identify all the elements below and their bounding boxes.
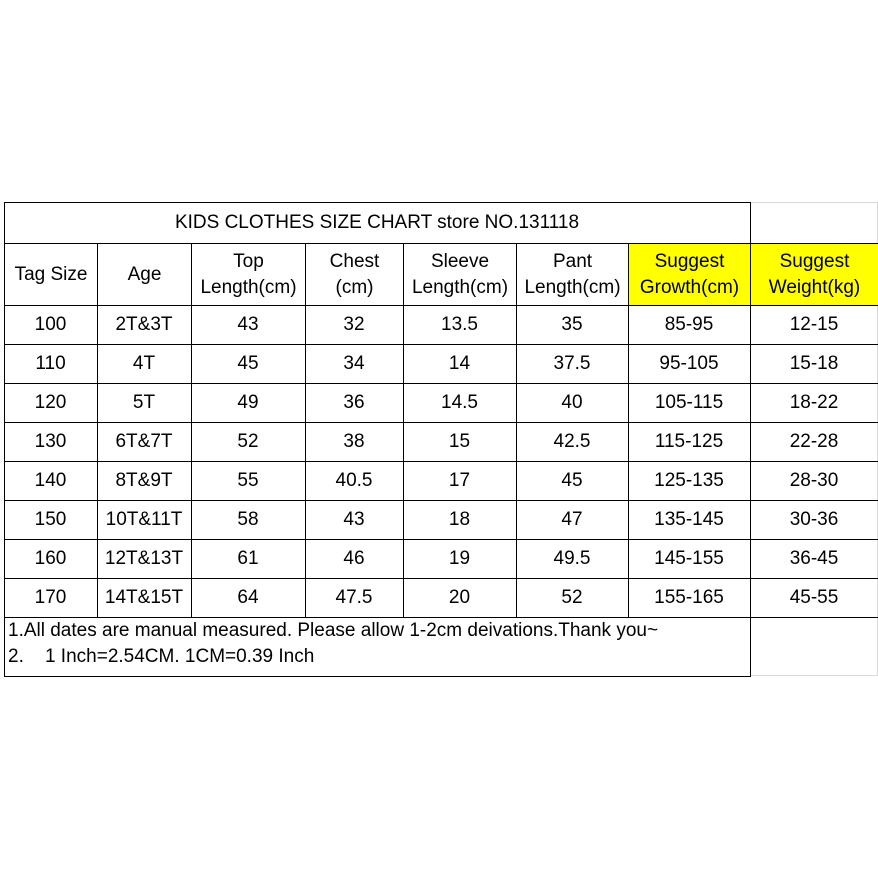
cell-sleeve-length: 18 xyxy=(448,508,471,530)
header-suggest-growth xyxy=(629,244,750,305)
cell-suggest-growth: 95-105 xyxy=(659,352,719,374)
cell-pant-length: 45 xyxy=(561,469,583,491)
cell-suggest-weight: 22-28 xyxy=(789,430,839,452)
cell-pant-length: 35 xyxy=(561,313,583,335)
cell-suggest-growth: 155-165 xyxy=(654,586,724,608)
grid-line xyxy=(750,202,751,677)
cell-top-length: 45 xyxy=(237,352,259,374)
cell-sleeve-length: 19 xyxy=(448,547,471,569)
cell-pant-length: 42.5 xyxy=(553,430,591,452)
cell-pant-length: 52 xyxy=(561,586,583,608)
grid-line xyxy=(305,243,306,618)
grid-line xyxy=(516,243,517,618)
header-line1: Suggest xyxy=(654,250,725,272)
cell-top-length: 43 xyxy=(237,313,259,335)
header-suggest-weight xyxy=(751,244,878,305)
header-line2: (cm) xyxy=(335,276,374,298)
cell-chest: 46 xyxy=(343,547,365,569)
grid-line xyxy=(628,243,629,618)
grid-line xyxy=(4,202,5,677)
cell-suggest-weight: 12-15 xyxy=(789,313,839,335)
cell-top-length: 61 xyxy=(237,547,259,569)
cell-chest: 32 xyxy=(343,313,365,335)
grid-line xyxy=(403,243,404,618)
cell-sleeve-length: 17 xyxy=(448,469,471,491)
header-line1: Pant xyxy=(552,250,593,272)
cell-suggest-growth: 85-95 xyxy=(664,313,714,335)
cell-tag-size: 130 xyxy=(34,430,67,452)
cell-age: 12T&13T xyxy=(104,547,184,569)
header-line2: Weight(kg) xyxy=(768,276,861,298)
header-line1: Top xyxy=(233,250,264,272)
grid-line xyxy=(4,539,878,540)
cell-tag-size: 170 xyxy=(34,586,67,608)
cell-top-length: 64 xyxy=(237,586,259,608)
cell-sleeve-length: 13.5 xyxy=(441,313,478,335)
cell-pant-length: 47 xyxy=(561,508,583,530)
cell-chest: 38 xyxy=(343,430,365,452)
cell-age: 6T&7T xyxy=(115,430,173,452)
cell-sleeve-length: 20 xyxy=(448,586,471,608)
cell-pant-length: 49.5 xyxy=(553,547,591,569)
cell-suggest-growth: 105-115 xyxy=(654,391,724,413)
header-line2: Length(cm) xyxy=(200,276,297,298)
header-line1: Age xyxy=(127,263,162,285)
cell-top-length: 55 xyxy=(237,469,259,491)
cell-top-length: 58 xyxy=(237,508,259,530)
cell-chest: 47.5 xyxy=(335,586,373,608)
header-chest xyxy=(306,244,403,305)
cell-age: 14T&15T xyxy=(104,586,184,608)
cell-age: 5T xyxy=(132,391,156,413)
grid-line xyxy=(4,617,878,618)
header-line1: Sleeve xyxy=(430,250,490,272)
header-pant-length xyxy=(517,244,628,305)
grid-line xyxy=(191,243,192,618)
cell-chest: 34 xyxy=(343,352,365,374)
cell-sleeve-length: 14.5 xyxy=(441,391,478,413)
cell-pant-length: 40 xyxy=(561,391,583,413)
header-line2: Growth(cm) xyxy=(639,276,740,298)
cell-suggest-weight: 15-18 xyxy=(789,352,839,374)
cell-suggest-growth: 115-125 xyxy=(654,430,724,452)
faint-gridline xyxy=(750,202,878,203)
cell-tag-size: 110 xyxy=(35,352,66,374)
grid-line xyxy=(4,243,878,244)
grid-line xyxy=(4,422,878,423)
chart-title: KIDS CLOTHES SIZE CHART store NO.131118 xyxy=(174,212,580,233)
header-sleeve-length xyxy=(404,244,516,305)
header-line1: Suggest xyxy=(779,250,850,272)
cell-suggest-growth: 125-135 xyxy=(654,469,724,491)
header-line2: Length(cm) xyxy=(524,276,621,298)
grid-line xyxy=(4,500,878,501)
cell-chest: 36 xyxy=(343,391,365,413)
grid-line xyxy=(97,243,98,618)
header-top-length xyxy=(192,244,305,305)
grid-line xyxy=(4,676,751,677)
cell-age: 4T xyxy=(132,352,156,374)
cell-chest: 43 xyxy=(343,508,365,530)
cell-sleeve-length: 14 xyxy=(448,352,471,374)
cell-suggest-weight: 28-30 xyxy=(789,469,839,491)
grid-line xyxy=(4,383,878,384)
grid-line xyxy=(4,305,878,306)
grid-line xyxy=(4,461,878,462)
cell-suggest-growth: 145-155 xyxy=(654,547,724,569)
cell-tag-size: 140 xyxy=(34,469,67,491)
cell-age: 2T&3T xyxy=(115,313,173,335)
cell-tag-size: 100 xyxy=(34,313,67,335)
cell-tag-size: 120 xyxy=(34,391,67,413)
cell-suggest-growth: 135-145 xyxy=(654,508,724,530)
grid-line xyxy=(4,578,878,579)
cell-suggest-weight: 18-22 xyxy=(789,391,839,413)
grid-line xyxy=(4,344,878,345)
cell-suggest-weight: 45-55 xyxy=(789,586,839,608)
header-line1: Tag Size xyxy=(14,263,88,285)
header-tag-size xyxy=(5,244,97,305)
note-measurement: 1.All dates are manual measured. Please allow 1-2cm deivations.Thank you~ xyxy=(8,620,659,641)
cell-pant-length: 37.5 xyxy=(553,352,591,374)
header-age xyxy=(98,244,191,305)
faint-gridline xyxy=(750,675,878,676)
cell-suggest-weight: 30-36 xyxy=(789,508,839,530)
note-conversion: 2. 1 Inch=2.54CM. 1CM=0.39 Inch xyxy=(8,646,315,667)
grid-line xyxy=(4,202,751,203)
cell-top-length: 49 xyxy=(237,391,259,413)
cell-top-length: 52 xyxy=(237,430,259,452)
cell-tag-size: 150 xyxy=(34,508,67,530)
cell-age: 10T&11T xyxy=(105,508,183,530)
cell-age: 8T&9T xyxy=(115,469,173,491)
cell-tag-size: 160 xyxy=(34,547,67,569)
header-line1: Chest xyxy=(329,250,380,272)
cell-chest: 40.5 xyxy=(335,469,373,491)
cell-suggest-weight: 36-45 xyxy=(789,547,839,569)
header-line2: Length(cm) xyxy=(411,276,509,298)
cell-sleeve-length: 15 xyxy=(448,430,471,452)
